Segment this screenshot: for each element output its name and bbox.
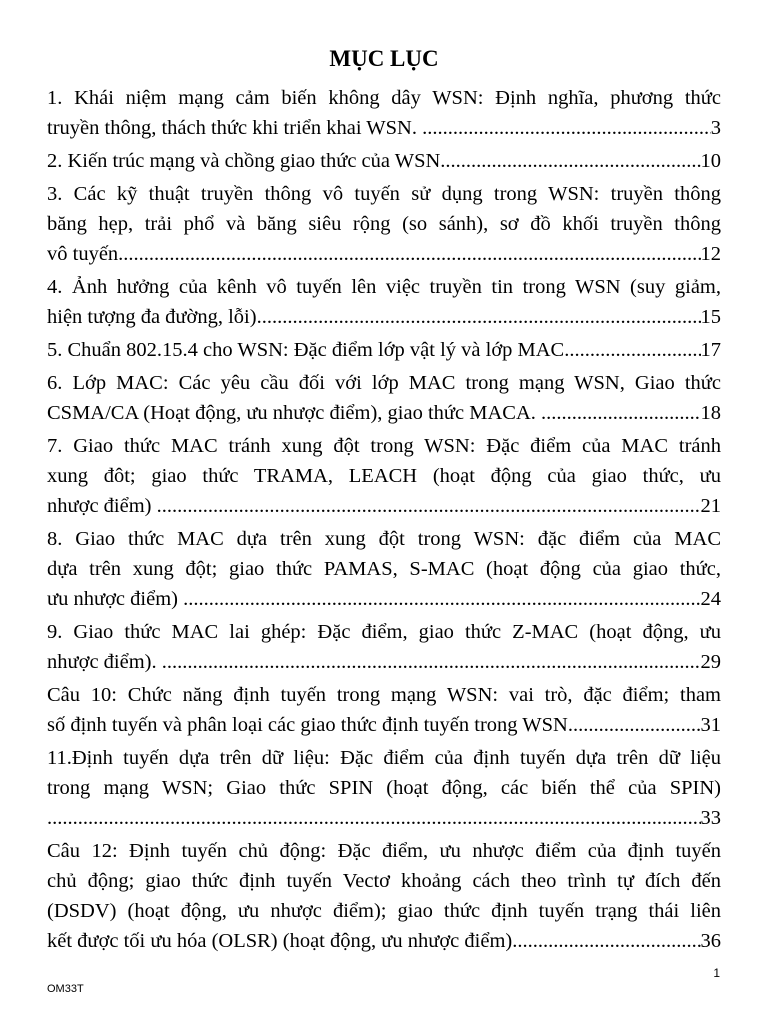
toc-entry[interactable] [47,335,721,365]
toc-entry-line: Câu 10: Chức năng định tuyến trong mạng WSN: vai trò, đặc điểm; tham [47,684,721,706]
toc-page-number: 12 [700,243,721,265]
toc-entry-last-line [47,146,721,176]
toc-entry-text: nhược điểm). [47,651,162,673]
toc-entry-text: 2. Kiến trúc mạng và chồng giao thức của WSN [47,150,441,172]
toc-entry[interactable] [47,368,721,428]
toc-page-number: 29 [700,651,721,673]
dot-leader [123,239,700,269]
toc-page-number: 3 [710,117,721,139]
toc-entry-line: 7. Giao thức MAC tránh xung đột trong WSN: Đặc điểm của MAC tránh [47,435,721,457]
toc-page-number: 15 [700,306,721,328]
toc-entry-last-line [47,710,721,740]
toc-entry-last-line [47,302,721,332]
toc-entry-last-line [47,491,721,521]
dot-leader [440,146,700,176]
dot-leader [541,398,700,428]
toc-entry[interactable] [47,272,721,332]
toc-entry[interactable] [47,617,721,677]
toc-entry-text: hiện tượng đa đường, lỗi). [47,306,262,328]
toc-entry-text: số định tuyến và phân loại các giao thức định tuyến trong WSN. [47,714,573,736]
toc-entry-text: CSMA/CA (Hoạt động, ưu nhược điểm), giao thức MACA. [47,402,542,424]
page-number: 1 [713,966,720,980]
dot-leader [157,491,701,521]
toc-entry-text: nhược điểm) [47,495,157,517]
toc-entry[interactable] [47,146,721,176]
dot-leader [162,647,701,677]
toc-entry-last-line [47,584,721,614]
dot-leader [47,803,701,833]
toc-entry-last-line [47,335,721,365]
toc-entry-last-line [47,239,721,269]
dot-leader [517,926,700,956]
toc-entry-line: dựa trên xung đột; giao thức PAMAS, S-MAC (hoạt động của giao thức, [47,558,721,580]
toc-entry-line: xung đôt; giao thức TRAMA, LEACH (hoạt động của giao thức, ưu [47,465,721,487]
toc-entry-line: 9. Giao thức MAC lai ghép: Đặc điểm, giao thức Z-MAC (hoạt động, ưu [47,621,721,643]
toc-entry-last-line [47,398,721,428]
dot-leader [573,710,701,740]
toc-entry-line: 4. Ảnh hưởng của kênh vô tuyến lên việc truyền tin trong WSN (suy giảm, [47,276,721,298]
toc-entry[interactable] [47,179,721,269]
toc-entry-line: trong mạng WSN; Giao thức SPIN (hoạt động, các biến thể của SPIN) [47,777,721,799]
toc-entry-line: 3. Các kỹ thuật truyền thông vô tuyến sử dụng trong WSN: truyền thông [47,183,721,205]
toc-entry[interactable] [47,431,721,521]
toc-entry-line: Câu 12: Định tuyến chủ động: Đặc điểm, ưu nhược điểm của định tuyến [47,840,721,862]
toc-entry-text: 5. Chuẩn 802.15.4 cho WSN: Đặc điểm lớp vật lý và lớp MAC [47,339,565,361]
toc-page-number: 36 [700,930,721,952]
toc-entry-text: ưu nhược điểm) [47,588,184,610]
dot-leader [262,302,701,332]
toc-entry-last-line [47,113,721,143]
toc-entry-line: băng hẹp, trải phổ và băng siêu rộng (so sánh), sơ đồ khối truyền thông [47,213,721,235]
dot-leader [422,113,711,143]
document-code: OM33T [47,983,84,995]
toc-page-number: 31 [700,714,721,736]
toc-entry[interactable] [47,680,721,740]
toc-entry-line: (DSDV) (hoạt động, ưu nhược điểm); giao thức định tuyến trạng thái liên [47,900,721,922]
toc-entry-text: truyền thông, thách thức khi triển khai WSN. [47,117,423,139]
toc-page-number: 10 [700,150,721,172]
page-title: MỤC LỤC [329,46,439,71]
toc-page-number: 17 [700,339,721,361]
toc-entry-line: 11.Định tuyến dựa trên dữ liệu: Đặc điểm của định tuyến dựa trên dữ liệu [47,747,721,769]
toc-entry-line: 8. Giao thức MAC dựa trên xung đột trong WSN: đặc điểm của MAC [47,528,721,550]
toc-entry[interactable] [47,743,721,833]
toc-entry[interactable] [47,836,721,956]
toc-entry-last-line [47,926,721,956]
toc-entry-text: vô tuyến. [47,243,124,265]
toc-page-number: 21 [700,495,721,517]
table-of-contents [47,83,721,959]
toc-entry[interactable] [47,524,721,614]
entry-gap [47,956,721,959]
toc-entry-line: chủ động; giao thức định tuyến Vectơ khoảng cách theo trình tự đích đến [47,870,721,892]
dot-leader [183,584,700,614]
dot-leader [564,335,700,365]
toc-page-number: 33 [700,807,721,829]
toc-entry-last-line [47,803,721,833]
toc-page-number: 18 [700,402,721,424]
toc-entry[interactable] [47,83,721,143]
toc-entry-line: 1. Khái niệm mạng cảm biến không dây WSN: Định nghĩa, phương thức [47,87,721,109]
toc-page-number: 24 [700,588,721,610]
toc-entry-last-line [47,647,721,677]
toc-entry-line: 6. Lớp MAC: Các yêu cầu đối với lớp MAC trong mạng WSN, Giao thức [47,372,721,394]
toc-entry-text: kết được tối ưu hóa (OLSR) (hoạt động, ưu nhược điểm). [47,930,518,952]
